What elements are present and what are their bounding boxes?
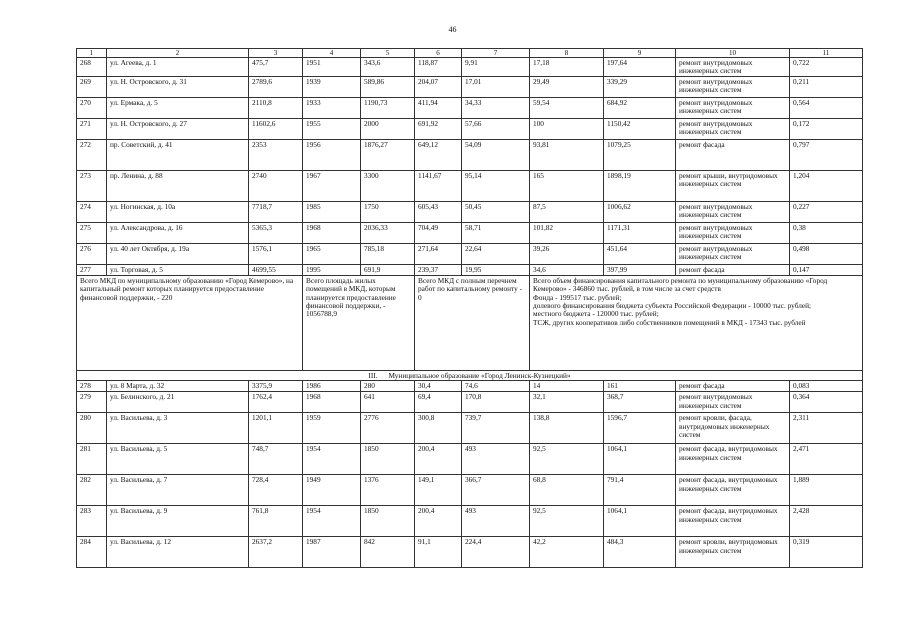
column-number-cell: 10 bbox=[676, 49, 790, 58]
table-row bbox=[77, 392, 863, 413]
table-cell: 649,12 bbox=[415, 139, 462, 170]
table-cell: ремонт внутридомовых инженерных систем bbox=[676, 392, 790, 413]
table-cell: 14 bbox=[530, 381, 604, 392]
table-cell: 200,4 bbox=[415, 444, 462, 475]
table-cell: 1954 bbox=[303, 506, 361, 537]
table-cell: 791,4 bbox=[604, 475, 676, 506]
table-cell: ремонт кровли, внутридомовых инженерных систем bbox=[676, 537, 790, 568]
table-cell: ул. Ногинская, д. 10а bbox=[107, 201, 249, 222]
table-cell: 2000 bbox=[361, 118, 415, 139]
table-row bbox=[77, 506, 863, 537]
table-cell: 1850 bbox=[361, 444, 415, 475]
table-cell: ул. 8 Марта, д. 32 bbox=[107, 381, 249, 392]
table-cell: 1079,25 bbox=[604, 139, 676, 170]
table-cell: 280 bbox=[77, 413, 107, 444]
table-cell: 138,8 bbox=[530, 413, 604, 444]
table-cell: 277 bbox=[77, 264, 107, 275]
table-cell: 339,29 bbox=[604, 76, 676, 97]
table-row bbox=[77, 243, 863, 264]
table-cell: 0,319 bbox=[790, 537, 863, 568]
table-cell: 2036,33 bbox=[361, 222, 415, 243]
table-cell: ремонт внутридомовых инженерных систем bbox=[676, 97, 790, 118]
table-cell: 100 bbox=[530, 118, 604, 139]
table-cell: ремонт фасада bbox=[676, 381, 790, 392]
table-cell: 2110,8 bbox=[249, 97, 303, 118]
table-cell: 2740 bbox=[249, 170, 303, 201]
table-cell: 30,4 bbox=[415, 381, 462, 392]
table-cell: 0,797 bbox=[790, 139, 863, 170]
column-number-cell: 2 bbox=[107, 49, 249, 58]
table-cell: 2,471 bbox=[790, 444, 863, 475]
column-number-cell: 4 bbox=[303, 49, 361, 58]
table-cell: 1141,67 bbox=[415, 170, 462, 201]
table-cell: 1987 bbox=[303, 537, 361, 568]
table-cell: 50,45 bbox=[462, 201, 530, 222]
table-row bbox=[77, 537, 863, 568]
table-cell: 1,889 bbox=[790, 475, 863, 506]
table-cell: 2,311 bbox=[790, 413, 863, 444]
table-cell: 605,43 bbox=[415, 201, 462, 222]
table-cell: 641 bbox=[361, 392, 415, 413]
table-cell: 0,147 bbox=[790, 264, 863, 275]
table-cell: 0,38 bbox=[790, 222, 863, 243]
table-cell: ул. Васильева, д. 5 bbox=[107, 444, 249, 475]
table-cell: ремонт внутридомовых инженерных систем bbox=[676, 76, 790, 97]
table-cell: 224,4 bbox=[462, 537, 530, 568]
table-cell: ул. Белинского, д. 21 bbox=[107, 392, 249, 413]
table-cell: 283 bbox=[77, 506, 107, 537]
table-cell: 1850 bbox=[361, 506, 415, 537]
section-title: III. Муниципальное образование «Город Ленинск-Кузнецкий» bbox=[77, 370, 863, 380]
table-cell: 1190,73 bbox=[361, 97, 415, 118]
column-number-cell: 5 bbox=[361, 49, 415, 58]
table-cell: 1064,1 bbox=[604, 506, 676, 537]
summary-financing: Всего объем финансирования капитального ремонта по муниципальному образованию «Город Кемерово» - 346860 тыс. рублей, в том числе за счет средств Фонда - 199517 тыс. рублей; долевого финансирования бюджета субъекта Российской Федерации - 10000 тыс. рублей; местного бюджета - 120000 тыс. рублей; ТСЖ, других кооперативов либо собственников помещений в МКД - 17343 тыс. рублей bbox=[530, 275, 863, 370]
table-cell: 1006,62 bbox=[604, 201, 676, 222]
table-cell: 0,172 bbox=[790, 118, 863, 139]
table-cell: 272 bbox=[77, 139, 107, 170]
table-cell: 19,95 bbox=[462, 264, 530, 275]
table-cell: 1949 bbox=[303, 475, 361, 506]
table-cell: 1,204 bbox=[790, 170, 863, 201]
table-cell: 22,64 bbox=[462, 243, 530, 264]
table-cell: 589,86 bbox=[361, 76, 415, 97]
table-cell: ремонт внутридомовых инженерных систем bbox=[676, 243, 790, 264]
table-cell: ремонт внутридомовых инженерных систем bbox=[676, 222, 790, 243]
table-cell: 1576,1 bbox=[249, 243, 303, 264]
table-cell: 1376 bbox=[361, 475, 415, 506]
table-cell: 748,7 bbox=[249, 444, 303, 475]
table-cell: 69,4 bbox=[415, 392, 462, 413]
table-cell: 1876,27 bbox=[361, 139, 415, 170]
table-cell: ул. Александрова, д. 16 bbox=[107, 222, 249, 243]
table-cell: 1201,1 bbox=[249, 413, 303, 444]
table-cell: 411,94 bbox=[415, 97, 462, 118]
table-cell: 91,1 bbox=[415, 537, 462, 568]
summary-total-area: Всего площадь жилых помещений в МКД, которым планируется предоставление финансовой поддержки, - 1056788,9 bbox=[303, 275, 415, 370]
table-cell: 1171,31 bbox=[604, 222, 676, 243]
table-cell: ул. Васильева, д. 12 bbox=[107, 537, 249, 568]
table-cell: ремонт внутридомовых инженерных систем bbox=[676, 58, 790, 77]
table-cell: 451,64 bbox=[604, 243, 676, 264]
table-cell: 1939 bbox=[303, 76, 361, 97]
table-cell: ул. Васильева, д. 7 bbox=[107, 475, 249, 506]
table-cell: 2789,6 bbox=[249, 76, 303, 97]
table-cell: 284 bbox=[77, 537, 107, 568]
table-row bbox=[77, 381, 863, 392]
table-cell: 785,18 bbox=[361, 243, 415, 264]
table-cell: 34,6 bbox=[530, 264, 604, 275]
table-cell: 761,8 bbox=[249, 506, 303, 537]
table-row bbox=[77, 170, 863, 201]
table-cell: 32,1 bbox=[530, 392, 604, 413]
table-cell: 278 bbox=[77, 381, 107, 392]
table-cell: 728,4 bbox=[249, 475, 303, 506]
table-cell: ремонт фасада, внутридомовых инженерных систем bbox=[676, 506, 790, 537]
table-cell: ул. Н. Островского, д. 31 bbox=[107, 76, 249, 97]
table-cell: 484,3 bbox=[604, 537, 676, 568]
table-cell: 2,428 bbox=[790, 506, 863, 537]
table-cell: 1955 bbox=[303, 118, 361, 139]
table-cell: 118,87 bbox=[415, 58, 462, 77]
table-cell: ремонт фасада bbox=[676, 139, 790, 170]
table-cell: 274 bbox=[77, 201, 107, 222]
table-cell: 0,722 bbox=[790, 58, 863, 77]
table-cell: 17,01 bbox=[462, 76, 530, 97]
table-row bbox=[77, 475, 863, 506]
summary-total-mkd: Всего МКД по муниципальному образованию «Город Кемерово», на капитальный ремонт которых планируется предоставление финансовой поддержки, - 220 bbox=[77, 275, 303, 370]
table-cell: 0,498 bbox=[790, 243, 863, 264]
table-cell: ул. Торговая, д. 5 bbox=[107, 264, 249, 275]
table-cell: 273 bbox=[77, 170, 107, 201]
table-cell: 704,49 bbox=[415, 222, 462, 243]
table-cell: 397,99 bbox=[604, 264, 676, 275]
table-cell: 161 bbox=[604, 381, 676, 392]
table-cell: 204,07 bbox=[415, 76, 462, 97]
table-cell: ремонт крыши, внутридомовых инженерных систем bbox=[676, 170, 790, 201]
table-cell: 7718,7 bbox=[249, 201, 303, 222]
table-cell: 1956 bbox=[303, 139, 361, 170]
table-cell: 2776 bbox=[361, 413, 415, 444]
column-number-cell: 9 bbox=[604, 49, 676, 58]
table-cell: ремонт внутридомовых инженерных систем bbox=[676, 201, 790, 222]
table-cell: 11602,6 bbox=[249, 118, 303, 139]
table-cell: ремонт фасада bbox=[676, 264, 790, 275]
table-cell: ремонт фасада, внутридомовых инженерных систем bbox=[676, 475, 790, 506]
table-cell: 300,8 bbox=[415, 413, 462, 444]
table-cell: 1954 bbox=[303, 444, 361, 475]
column-number-cell: 1 bbox=[77, 49, 107, 58]
repair-program-table bbox=[76, 48, 863, 568]
table-cell: 93,81 bbox=[530, 139, 604, 170]
table-cell: 343,6 bbox=[361, 58, 415, 77]
table-cell: 493 bbox=[462, 444, 530, 475]
table-cell: 1985 bbox=[303, 201, 361, 222]
table-row bbox=[77, 118, 863, 139]
table-cell: 2637,2 bbox=[249, 537, 303, 568]
table-cell: ремонт фасада, внутридомовых инженерных систем bbox=[676, 444, 790, 475]
table-cell: 9,91 bbox=[462, 58, 530, 77]
table-cell: 475,7 bbox=[249, 58, 303, 77]
table-cell: ул. Васильева, д. 9 bbox=[107, 506, 249, 537]
table-cell: 269 bbox=[77, 76, 107, 97]
table-cell: 281 bbox=[77, 444, 107, 475]
column-number-cell: 8 bbox=[530, 49, 604, 58]
table-cell: 149,1 bbox=[415, 475, 462, 506]
table-row bbox=[77, 139, 863, 170]
table-cell: 165 bbox=[530, 170, 604, 201]
table-row bbox=[77, 97, 863, 118]
table-cell: ул. Н. Островского, д. 27 bbox=[107, 118, 249, 139]
section-row bbox=[77, 370, 863, 380]
table-cell: 279 bbox=[77, 392, 107, 413]
table-cell: 92,5 bbox=[530, 444, 604, 475]
column-number-cell: 6 bbox=[415, 49, 462, 58]
table-cell: 842 bbox=[361, 537, 415, 568]
table-cell: 74,6 bbox=[462, 381, 530, 392]
table-cell: 4699,55 bbox=[249, 264, 303, 275]
table-cell: 0,227 bbox=[790, 201, 863, 222]
table-cell: 282 bbox=[77, 475, 107, 506]
table-cell: 0,564 bbox=[790, 97, 863, 118]
table-cell: 280 bbox=[361, 381, 415, 392]
table-cell: ул. Агеева, д. 1 bbox=[107, 58, 249, 77]
table-row bbox=[77, 222, 863, 243]
table-row bbox=[77, 444, 863, 475]
table-cell: 684,92 bbox=[604, 97, 676, 118]
table-cell: 1596,7 bbox=[604, 413, 676, 444]
table-cell: 270 bbox=[77, 97, 107, 118]
table-cell: 1750 bbox=[361, 201, 415, 222]
table-cell: 200,4 bbox=[415, 506, 462, 537]
table-cell: 5365,3 bbox=[249, 222, 303, 243]
table-cell: 42,2 bbox=[530, 537, 604, 568]
table-cell: 101,82 bbox=[530, 222, 604, 243]
table-cell: 54,09 bbox=[462, 139, 530, 170]
table-cell: 1967 bbox=[303, 170, 361, 201]
table-cell: 58,71 bbox=[462, 222, 530, 243]
table-cell: 57,66 bbox=[462, 118, 530, 139]
table-cell: 493 bbox=[462, 506, 530, 537]
table-row bbox=[77, 264, 863, 275]
table-cell: 1968 bbox=[303, 222, 361, 243]
table-cell: 170,8 bbox=[462, 392, 530, 413]
table-cell: 366,7 bbox=[462, 475, 530, 506]
table-cell: 1064,1 bbox=[604, 444, 676, 475]
table-cell: 3375,9 bbox=[249, 381, 303, 392]
table-cell: 0,364 bbox=[790, 392, 863, 413]
table-row bbox=[77, 58, 863, 77]
table-cell: 87,5 bbox=[530, 201, 604, 222]
table-cell: 59,54 bbox=[530, 97, 604, 118]
table-cell: 17,18 bbox=[530, 58, 604, 77]
table-cell: 1959 bbox=[303, 413, 361, 444]
table-cell: 1762,4 bbox=[249, 392, 303, 413]
summary-row bbox=[77, 275, 863, 370]
table-cell: ул. Ермака, д. 5 bbox=[107, 97, 249, 118]
table-cell: 29,49 bbox=[530, 76, 604, 97]
table-cell: 95,14 bbox=[462, 170, 530, 201]
table-cell: 92,5 bbox=[530, 506, 604, 537]
summary-full-list: Всего МКД с полным перечнем работ по капитальному ремонту - 0 bbox=[415, 275, 530, 370]
page-number: 46 bbox=[448, 25, 457, 34]
table-cell: 691,92 bbox=[415, 118, 462, 139]
table-cell: пр. Ленина, д. 88 bbox=[107, 170, 249, 201]
table-cell: 0,211 bbox=[790, 76, 863, 97]
table-cell: 1150,42 bbox=[604, 118, 676, 139]
table-cell: 1965 bbox=[303, 243, 361, 264]
table-cell: 39,26 bbox=[530, 243, 604, 264]
table-cell: ремонт кровли, фасада, внутридомовых инженерных систем bbox=[676, 413, 790, 444]
column-number-cell: 7 bbox=[462, 49, 530, 58]
column-number-cell: 3 bbox=[249, 49, 303, 58]
table-cell: 34,33 bbox=[462, 97, 530, 118]
table-cell: 691,9 bbox=[361, 264, 415, 275]
table-cell: 68,8 bbox=[530, 475, 604, 506]
table-cell: 268 bbox=[77, 58, 107, 77]
table-cell: 368,7 bbox=[604, 392, 676, 413]
table-cell: 0,083 bbox=[790, 381, 863, 392]
table-cell: 739,7 bbox=[462, 413, 530, 444]
table-row bbox=[77, 201, 863, 222]
table-cell: ул. 40 лет Октября, д. 19а bbox=[107, 243, 249, 264]
table-cell: 197,64 bbox=[604, 58, 676, 77]
column-number-row bbox=[77, 49, 863, 58]
table-cell: 1986 bbox=[303, 381, 361, 392]
table-cell: ремонт внутридомовых инженерных систем bbox=[676, 118, 790, 139]
table-cell: 2353 bbox=[249, 139, 303, 170]
table-row bbox=[77, 76, 863, 97]
table-cell: 275 bbox=[77, 222, 107, 243]
table-cell: 1951 bbox=[303, 58, 361, 77]
table-cell: ул. Васильева, д. 3 bbox=[107, 413, 249, 444]
table-cell: пр. Советский, д. 41 bbox=[107, 139, 249, 170]
column-number-cell: 11 bbox=[790, 49, 863, 58]
table-cell: 239,37 bbox=[415, 264, 462, 275]
table-cell: 1995 bbox=[303, 264, 361, 275]
table-cell: 271 bbox=[77, 118, 107, 139]
table-cell: 276 bbox=[77, 243, 107, 264]
table-cell: 1898,19 bbox=[604, 170, 676, 201]
table-row bbox=[77, 413, 863, 444]
table-cell: 3300 bbox=[361, 170, 415, 201]
table-cell: 271,64 bbox=[415, 243, 462, 264]
table-cell: 1933 bbox=[303, 97, 361, 118]
table-cell: 1968 bbox=[303, 392, 361, 413]
